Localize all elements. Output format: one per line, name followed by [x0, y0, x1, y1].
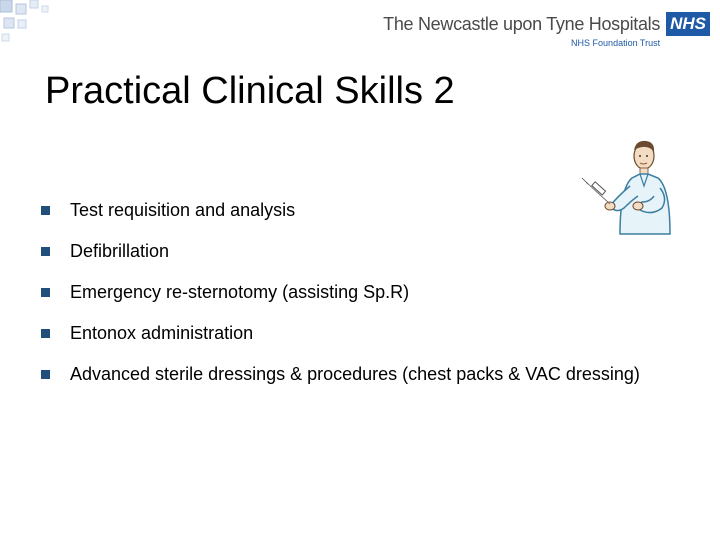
list-item — [40, 274, 640, 311]
square-bullet-icon — [41, 206, 50, 215]
trust-name: NHS Foundation Trust — [571, 38, 661, 48]
hospital-name: The Newcastle upon Tyne Hospitals — [383, 14, 661, 34]
corner-squares-decoration — [0, 0, 60, 50]
hospital-header — [383, 12, 710, 52]
bullet-text: Entonox administration — [70, 323, 254, 343]
bullet-text: Test requisition and analysis — [70, 200, 296, 220]
nhs-logo: NHS — [666, 12, 710, 36]
bullet-text: Advanced sterile dressings & procedures (chest packs & VAC dressing) — [70, 364, 640, 384]
list-item — [40, 233, 640, 270]
hospital-text — [383, 12, 660, 50]
square-bullet-icon — [41, 370, 50, 379]
bullet-text: Emergency re-sternotomy (assisting Sp.R) — [70, 282, 410, 302]
square-bullet-icon — [41, 288, 50, 297]
square-bullet-icon — [41, 247, 50, 256]
list-item — [40, 315, 640, 352]
list-item — [40, 192, 640, 229]
bullet-list — [40, 192, 640, 397]
square-bullet-icon — [41, 329, 50, 338]
slide-title: Practical Clinical Skills 2 — [45, 70, 455, 112]
list-item — [40, 356, 640, 393]
bullet-text: Defibrillation — [70, 241, 170, 261]
